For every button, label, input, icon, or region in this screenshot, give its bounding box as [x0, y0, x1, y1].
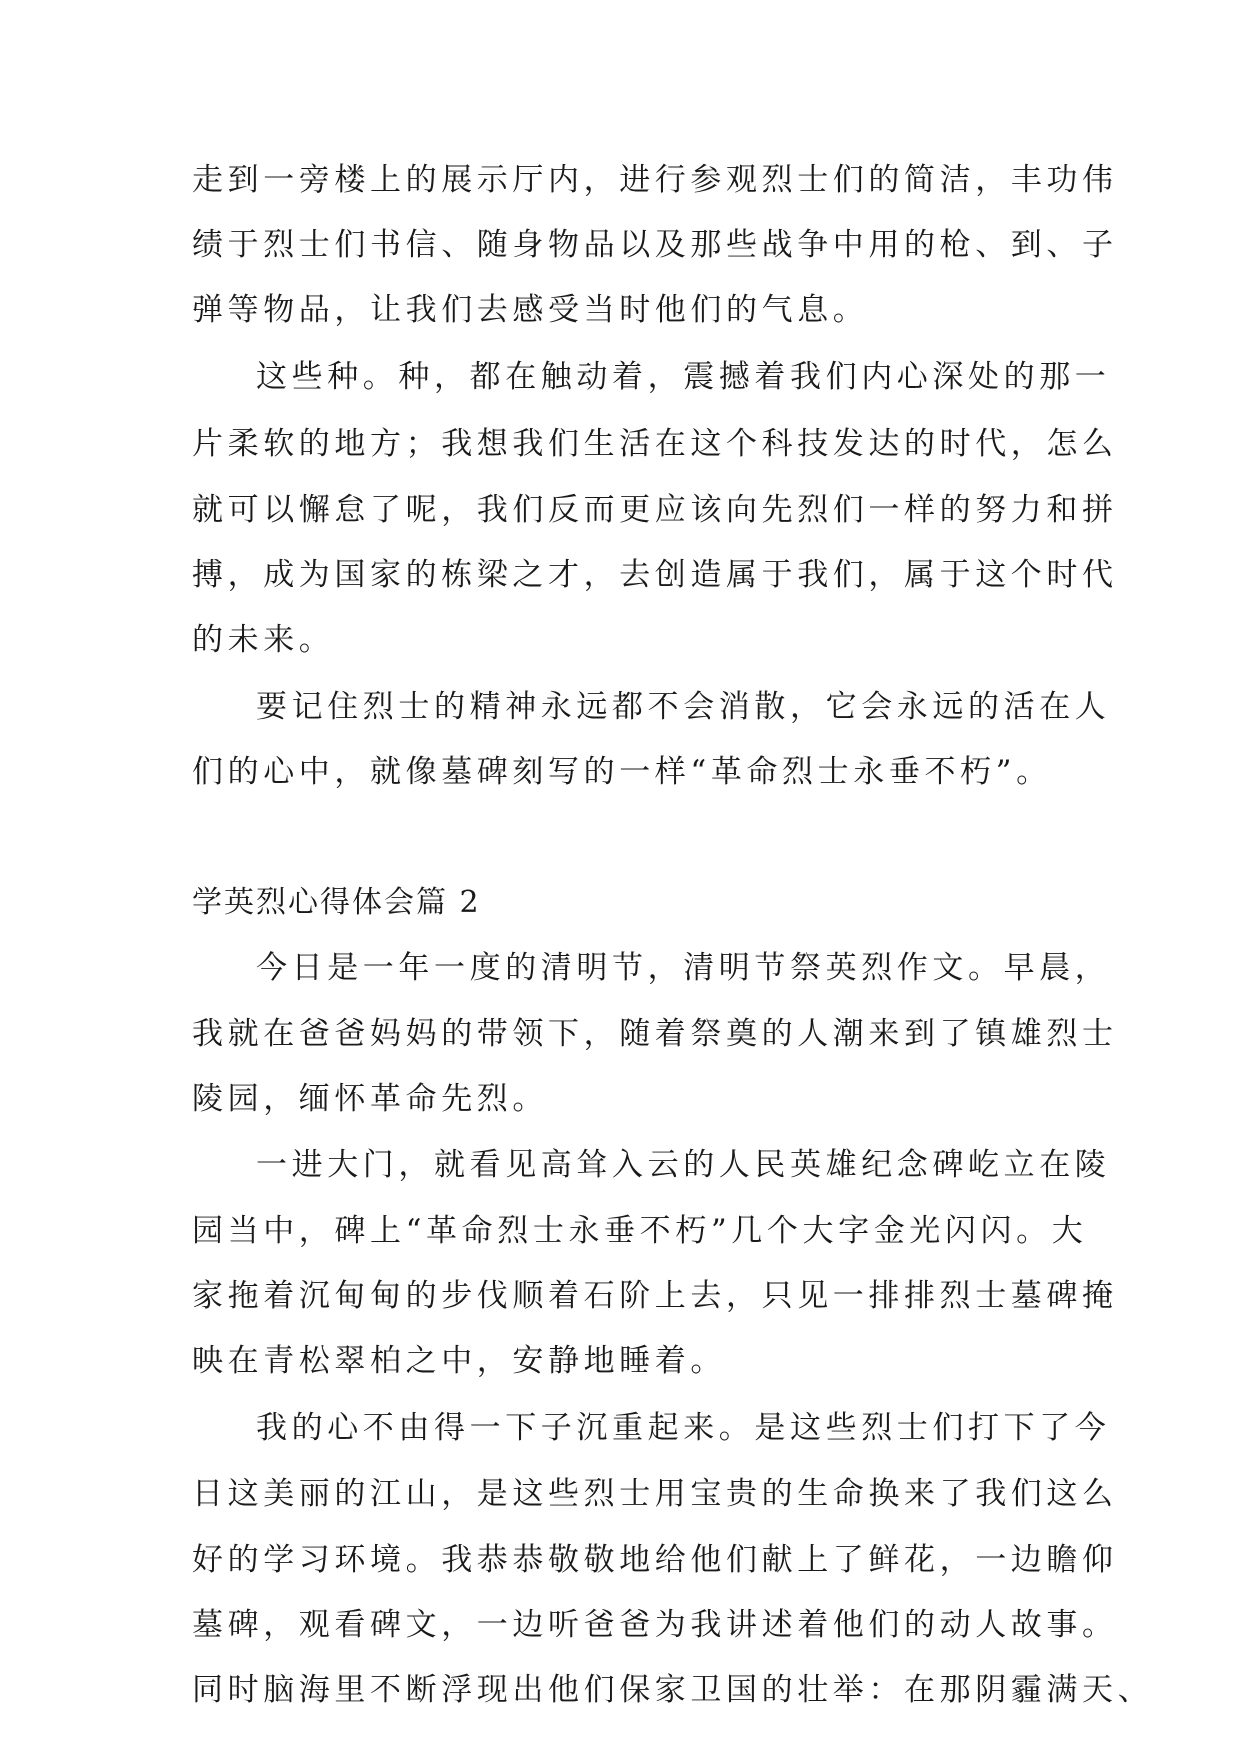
text-line: 日这美丽的江山，是这些烈士用宝贵的生命换来了我们这么	[192, 1476, 1118, 1512]
text-line: 走到一旁楼上的展示厅内，进行参观烈士们的简洁，丰功伟	[192, 162, 1118, 198]
text-line: 映在青松翠柏之中，安静地睡着。	[192, 1343, 726, 1379]
text-line: 的未来。	[192, 622, 335, 658]
text-line: 陵园，缅怀革命先烈。	[192, 1081, 548, 1117]
text-line: 们的心中，就像墓碑刻写的一样“革命烈士永垂不朽”。	[192, 754, 1052, 790]
text-line: 园当中，碑上“革命烈士永垂不朽”几个大字金光闪闪。大	[192, 1213, 1088, 1249]
text-line: 这些种。种，都在触动着，震撼着我们内心深处的那一	[256, 359, 1111, 395]
text-line: 就可以懈怠了呢，我们反而更应该向先烈们一样的努力和拼	[192, 492, 1118, 528]
text-line: 家拖着沉甸甸的步伐顺着石阶上去，只见一排排烈士墓碑掩	[192, 1278, 1118, 1314]
text-line: 我的心不由得一下子沉重起来。是这些烈士们打下了今	[256, 1410, 1111, 1446]
section-heading: 学英烈心得体会篇 2	[192, 885, 481, 920]
text-line: 片柔软的地方；我想我们生活在这个科技发达的时代，怎么	[192, 426, 1118, 462]
text-line: 今日是一年一度的清明节，清明节祭英烈作文。早晨，	[256, 950, 1111, 986]
text-line: 一进大门，就看见高耸入云的人民英雄纪念碑屹立在陵	[256, 1147, 1111, 1183]
text-line: 我就在爸爸妈妈的带领下，随着祭奠的人潮来到了镇雄烈士	[192, 1016, 1118, 1052]
text-line: 要记住烈士的精神永远都不会消散，它会永远的活在人	[256, 689, 1111, 725]
text-line: 搏，成为国家的栋梁之才，去创造属于我们，属于这个时代	[192, 557, 1118, 593]
text-line: 墓碑，观看碑文，一边听爸爸为我讲述着他们的动人故事。	[192, 1607, 1118, 1643]
text-line: 绩于烈士们书信、随身物品以及那些战争中用的枪、到、子	[192, 227, 1118, 263]
text-line: 弹等物品，让我们去感受当时他们的气息。	[192, 292, 869, 328]
text-line: 好的学习环境。我恭恭敬敬地给他们献上了鲜花，一边瞻仰	[192, 1542, 1118, 1578]
text-line: 同时脑海里不断浮现出他们保家卫国的壮举：在那阴霾满天、	[192, 1672, 1154, 1708]
